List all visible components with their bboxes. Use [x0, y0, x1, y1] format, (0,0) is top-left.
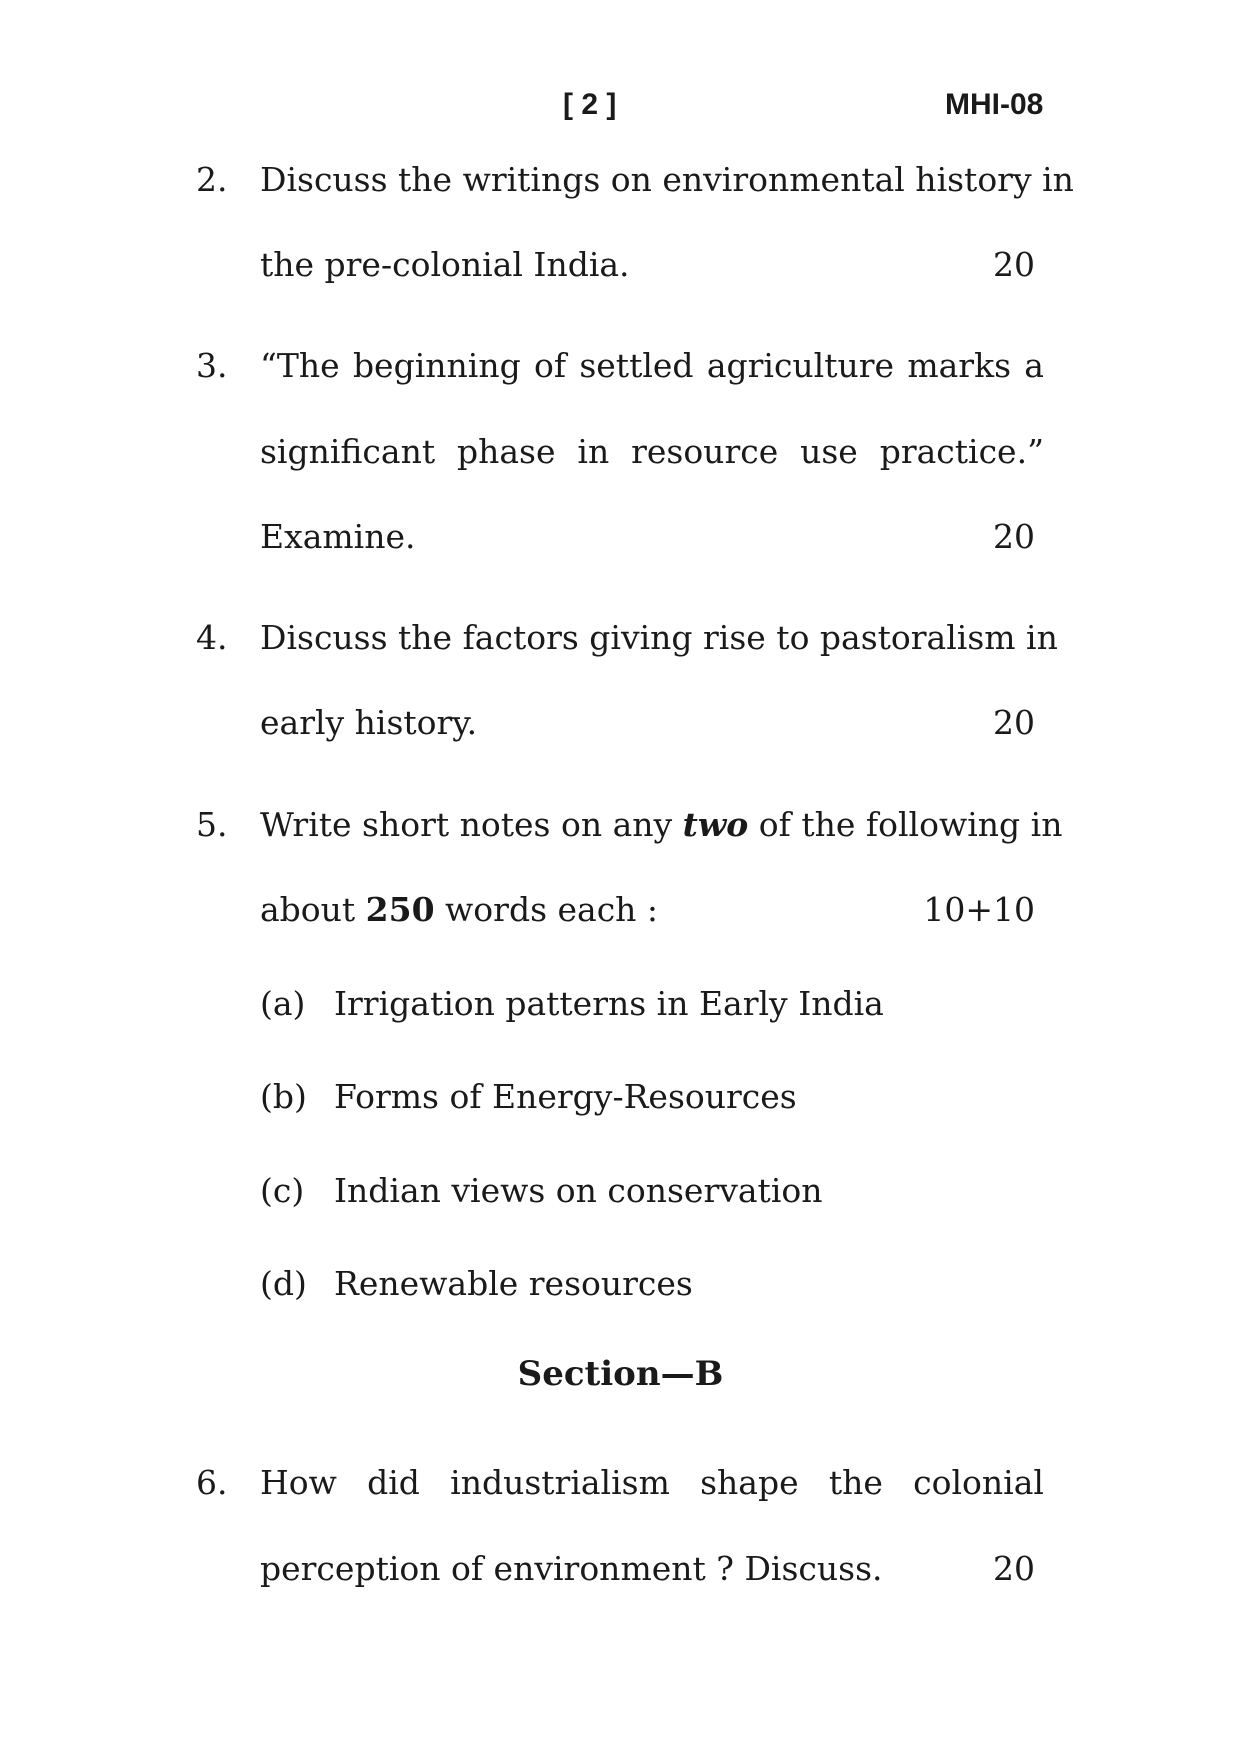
sub-question-label: (d)	[260, 1264, 307, 1303]
word: in	[577, 432, 610, 471]
question-marks: 10+10	[923, 890, 1035, 929]
question-number: 2.	[196, 160, 228, 199]
question-number: 6.	[196, 1463, 228, 1502]
question-marks: 20	[993, 517, 1035, 556]
question-marks: 20	[993, 1549, 1035, 1588]
question-text-line: Discuss the factors giving rise to pastoralism in	[260, 618, 1058, 657]
word: use	[800, 432, 858, 471]
section-heading: Section—B	[517, 1354, 724, 1394]
question-text-line	[260, 432, 1044, 471]
sub-question-label: (c)	[260, 1171, 305, 1210]
page-number: [ 2 ]	[563, 88, 617, 121]
question-text-line	[260, 346, 1044, 385]
question-text-line: early history.	[260, 703, 478, 742]
word: phase	[456, 432, 556, 471]
word: significant	[260, 432, 436, 471]
question-marks: 20	[993, 703, 1035, 742]
sub-question-text: Indian views on conservation	[334, 1171, 823, 1210]
word: practice.”	[879, 432, 1044, 471]
word: colonial	[913, 1463, 1044, 1502]
word: “The	[260, 346, 340, 385]
word: shape	[700, 1463, 799, 1502]
word: agriculture	[706, 346, 895, 385]
word: of	[533, 346, 567, 385]
word: resource	[631, 432, 779, 471]
question-text-line: perception of environment ? Discuss.	[260, 1549, 883, 1588]
emphasis: two	[682, 805, 749, 844]
word: settled	[579, 346, 694, 385]
word-count: 250	[365, 890, 435, 929]
question-text-line	[260, 805, 1063, 844]
sub-question-label: (b)	[260, 1077, 307, 1116]
question-number: 4.	[196, 618, 228, 657]
sub-question-text: Renewable resources	[334, 1264, 693, 1303]
sub-question-label: (a)	[260, 984, 306, 1023]
question-number: 5.	[196, 805, 228, 844]
word: the	[828, 1463, 883, 1502]
question-text-line	[260, 1463, 1044, 1502]
word: marks	[907, 346, 1012, 385]
word: did	[367, 1463, 420, 1502]
word: beginning	[352, 346, 521, 385]
text-run: Write short notes on any	[260, 805, 683, 844]
text-run: of the following in	[748, 805, 1063, 844]
question-marks: 20	[993, 245, 1035, 284]
sub-question-text: Irrigation patterns in Early India	[334, 984, 884, 1023]
question-number: 3.	[196, 346, 228, 385]
word: industrialism	[450, 1463, 670, 1502]
question-text-line: Examine.	[260, 517, 416, 556]
sub-question-text: Forms of Energy-Resources	[334, 1077, 797, 1116]
text-run: about	[260, 890, 366, 929]
text-run: words each :	[434, 890, 659, 929]
question-text-line: Discuss the writings on environmental history in	[260, 160, 1074, 199]
question-text-line: the pre-colonial India.	[260, 245, 630, 284]
word: How	[260, 1463, 337, 1502]
word: a	[1024, 346, 1044, 385]
course-code: MHI-08	[945, 88, 1044, 121]
